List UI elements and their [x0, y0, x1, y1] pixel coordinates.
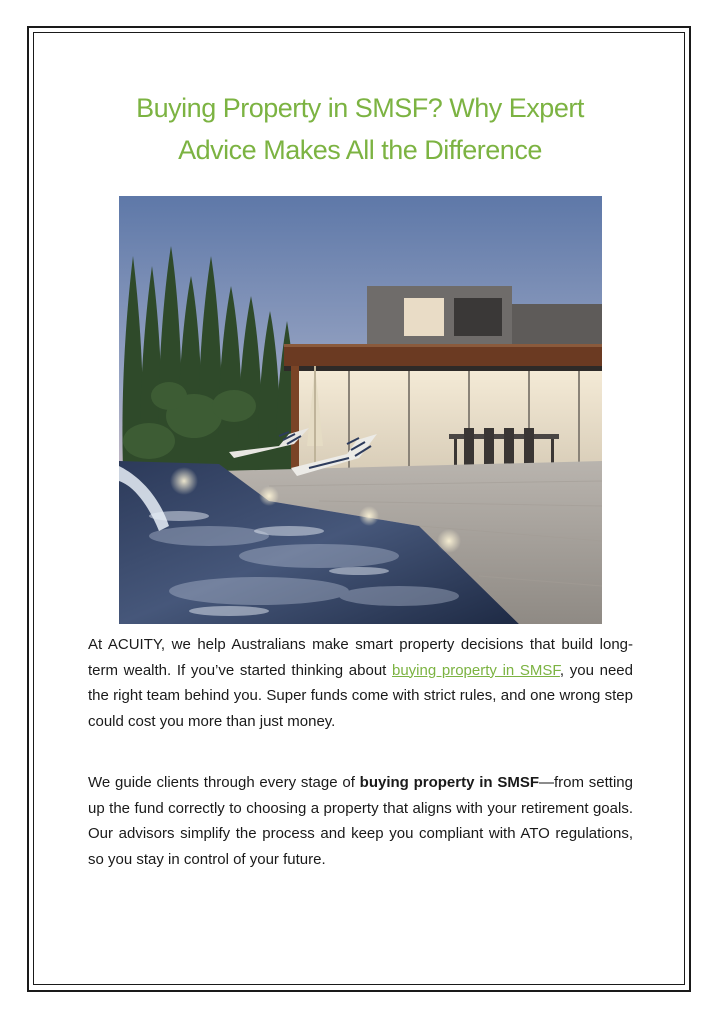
hero-image: [119, 196, 602, 624]
title-line-1: Buying Property in SMSF? Why Expert: [136, 93, 584, 123]
paragraph-intro-text-end: , you need the right team behind you. Super funds come with strict rules, and one wrong step could cost you more than just money.: [88, 661, 633, 730]
smsf-keyword-bold: buying property in SMSF: [359, 774, 539, 791]
page-title: [60, 87, 660, 171]
smsf-property-link[interactable]: buying property in SMSF: [392, 661, 560, 679]
paragraph-intro-text-start: At ACUITY, we help Australians make smart property decisions that build long-term wealth. If you’ve started thinking about: [88, 636, 633, 679]
title-line-2: Advice Makes All the Difference: [178, 135, 542, 165]
paragraph-intro: [88, 632, 633, 734]
paragraph-services-text-end: —from setting up the fund correctly to choosing a property that aligns with your retirement goals. Our advisors simplify the process and keep you compliant with ATO regulations, so you stay in control of your future.: [88, 774, 633, 868]
paragraph-services-text-start: We guide clients through every stage of: [88, 774, 360, 791]
paragraph-services: [88, 770, 633, 872]
